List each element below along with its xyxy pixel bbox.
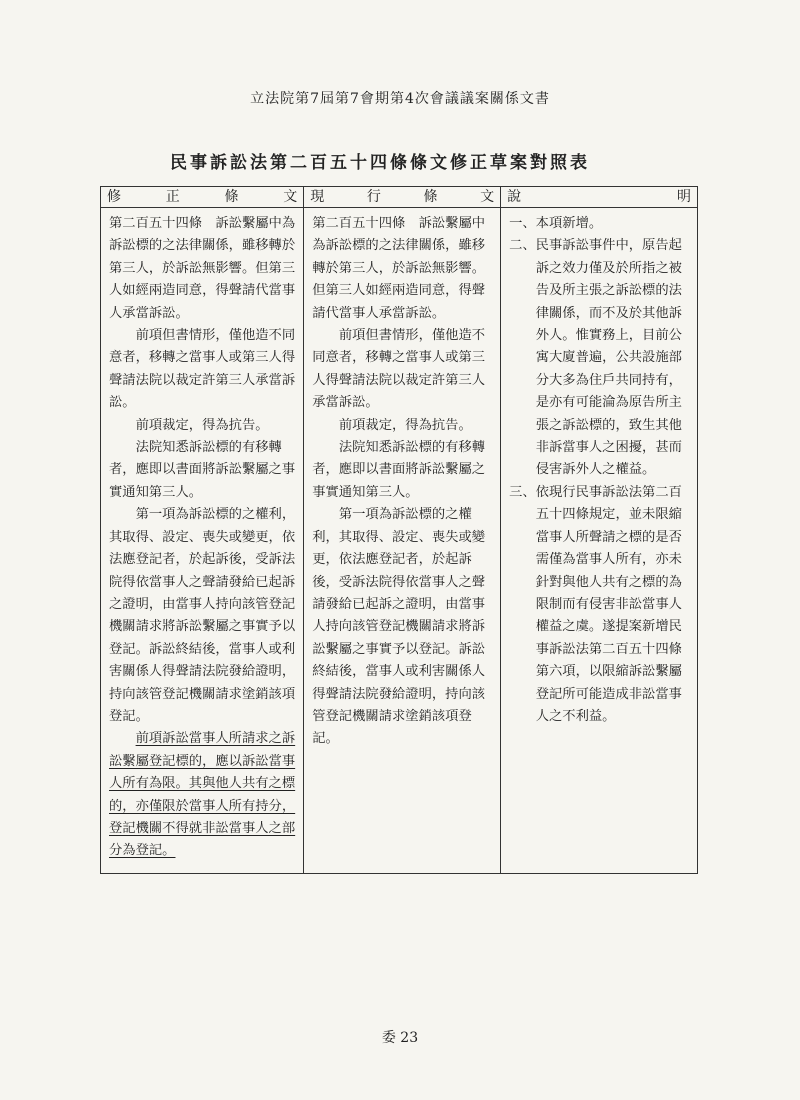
revised-paragraph-2: 前項但書情形，僅他造不同意者，移轉之當事人或第三人得聲請法院以裁定許第三人承當訴訟。 xyxy=(109,328,296,411)
notes-column-header: 說 明 xyxy=(501,187,698,208)
table-header-row xyxy=(101,187,698,208)
current-paragraph-1: 第二百五十四條 訴訟繫屬中為訴訟標的之法律關係，雖移轉於第三人，於訴訟無影響。但第三人如經兩造同意，得聲請代當事人承當訴訟。 xyxy=(312,216,486,321)
revised-paragraph-6-new: 前項訴訟當事人所請求之訴訟繫屬登記標的，應以訴訟當事人所有為限。其與他人共有之標的，亦僅限於當事人所有持分，登記機關不得就非訟當事人之部分為登記。 xyxy=(109,731,296,859)
table-title: 民事訴訟法第二百五十四條條文修正草案對照表 xyxy=(170,153,590,173)
current-column-header: 現 行 條 文 xyxy=(304,187,501,208)
revised-paragraph-1: 第二百五十四條 訴訟繫屬中為訴訟標的之法律關係，雖移轉於第三人，於訴訟無影響。但第三人如經兩造同意，得聲請代當事人承當訴訟。 xyxy=(109,216,296,321)
current-paragraph-2: 前項但書情形，僅他造不同意者，移轉之當事人或第三人得聲請法院以裁定許第三人承當訴訟。 xyxy=(312,328,486,411)
current-text-cell xyxy=(304,208,501,874)
note-3: 三、依現行民事訴訟法第二百五十四條規定，並未限縮當事人所聲請之標的是否需僅為當事人所有，亦未針對與他人共有之標的為限制而有侵害非訟當事人權益之虞。遂提案新增民事訴訟法第二百五十四條第六項，以限縮訴訟繫屬登記所可能造成非訟當事人之不利益。 xyxy=(509,484,682,724)
page-number: 委 23 xyxy=(381,1030,419,1046)
note-1: 一、本項新增。 xyxy=(509,216,603,231)
revised-text-cell xyxy=(101,208,304,874)
document-header: 立法院第7屆第7會期第4次會議議案關係文書 xyxy=(250,91,550,107)
current-paragraph-3: 前項裁定，得為抗告。 xyxy=(338,417,472,433)
comparison-table xyxy=(100,186,698,874)
table-body-row xyxy=(101,208,698,874)
current-paragraph-5: 第一項為訴訟標的之權利，其取得、設定、喪失或變更，依法應登記者，於起訴後，受訴法院得依當事人之聲請發給已起訴之證明，由當事人持向該管登記機關請求將訴訟繫屬之事實予以登記。訴訟終結後，當事人或利害關係人得聲請法院發給證明，持向該管登記機關請求塗銷該項登記。 xyxy=(312,507,486,747)
revised-column-header: 修 正 條 文 xyxy=(101,187,304,208)
revised-paragraph-3: 前項裁定，得為抗告。 xyxy=(135,417,269,433)
notes-cell xyxy=(501,208,698,874)
revised-paragraph-4: 法院知悉訴訟標的有移轉者，應即以書面將訴訟繫屬之事實通知第三人。 xyxy=(109,440,296,500)
revised-paragraph-5: 第一項為訴訟標的之權利，其取得、設定、喪失或變更，依法應登記者，於起訴後，受訴法院得依當事人之聲請發給已起訴之證明，由當事人持向該管登記機關請求將訴訟繫屬之事實予以登記。訴訟終結後，當事人或利害關係人得聲請法院發給證明，持向該管登記機關請求塗銷該項登記。 xyxy=(109,507,296,724)
note-2: 二、民事訴訟事件中，原告起訴之效力僅及於所指之被告及所主張之訴訟標的法律關係，而不及於其他訴外人。惟實務上，目前公寓大廈普遍，公共設施部分大多為住戶共同持有，是亦有可能淪為原告所主張之訴訟標的，致生其他非訴當事人之困擾，甚而侵害訴外人之權益。 xyxy=(509,238,682,478)
current-paragraph-4: 法院知悉訴訟標的有移轉者，應即以書面將訴訟繫屬之事實通知第三人。 xyxy=(312,440,486,500)
